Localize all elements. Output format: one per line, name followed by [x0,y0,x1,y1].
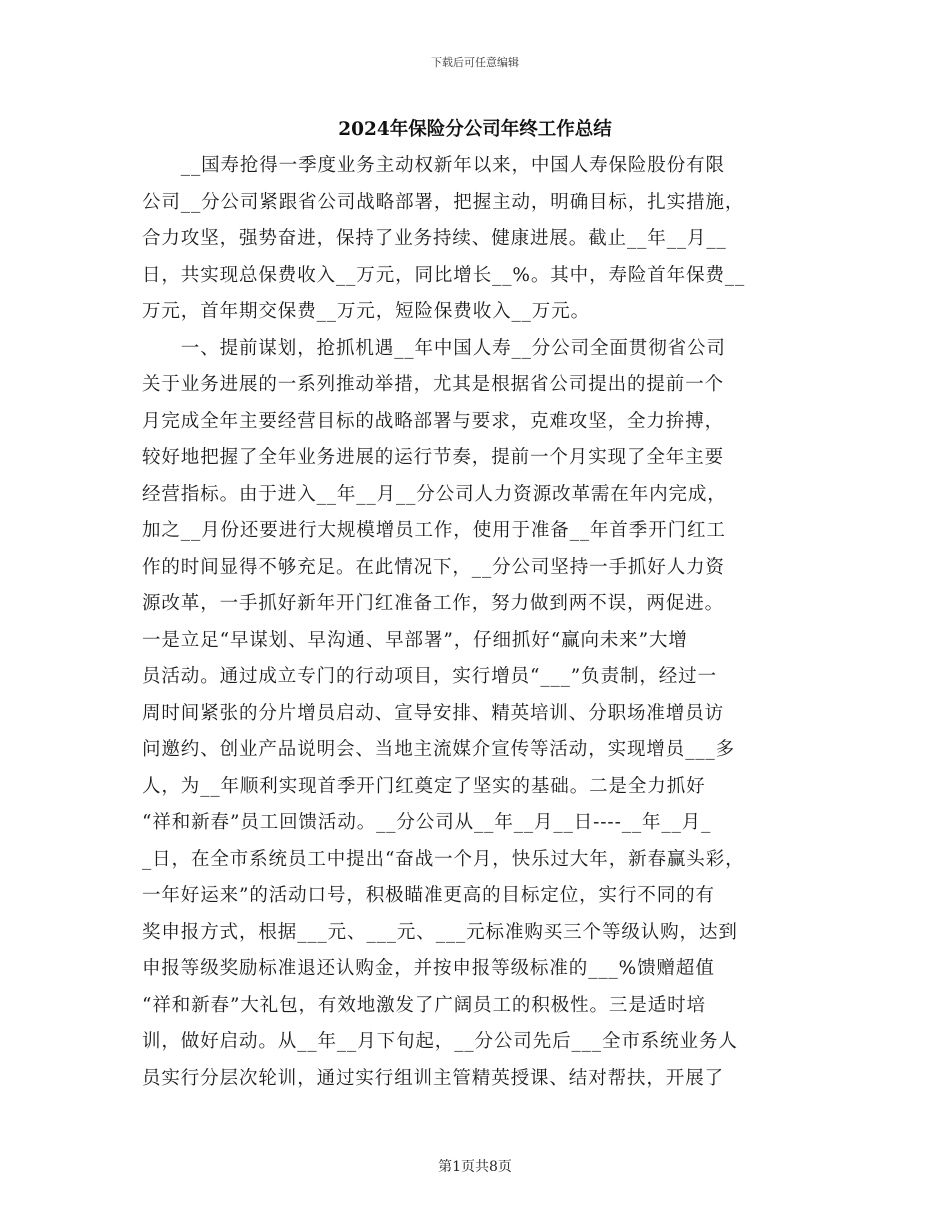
body-line: 员实行分层次轮训，通过实行组训主管精英授课、结对帮扶，开展了 [142,1067,725,1089]
body-line: “祥和新春”大礼包，有效地激发了广阔员工的积极性。三是适时培 [142,994,706,1016]
body-line: 月完成全年主要经营目标的战略部署与要求，克难攻坚，全力拚搏， [142,410,725,432]
body-line: “祥和新春”员工回馈活动。__分公司从__年__月__日----__年__月_ [142,812,712,833]
body-line: 加之__月份还要进行大规模增员工作，使用于准备__年首季开门红工 [142,520,726,541]
body-line: 员活动。通过成立专门的行动项目，实行增员“___”负责制，经过一 [142,666,717,687]
body-line: 申报等级奖励标准退还认购金，并按申报等级标准的___%馈赠超值 [142,958,715,979]
body-line: 训，做好启动。从__年__月下旬起，__分公司先后___全市系统业务人 [142,1031,738,1052]
body-line: 关于业务进展的一系列推动举措，尤其是根据省公司提出的提前一个 [142,374,725,395]
body-line: 一年好运来”的活动口号，积极瞄准更高的目标定位，实行不同的有 [142,885,715,906]
body-line: 问邀约、创业产品说明会、当地主流媒介宣传等活动，实现增员___多 [142,739,736,760]
body-line: 万元，首年期交保费__万元，短险保费收入__万元。 [142,301,591,322]
body-line: 周时间紧张的分片增员启动、宣导安排、精英培训、分职场准增员访 [142,702,725,724]
document-body [142,148,814,1097]
body-line: _日，在全市系统员工中提出“奋战一个月，快乐过大年，新春赢头彩， [142,848,745,870]
header-note: 下载后可任意编辑 [431,56,519,69]
body-line: 经营指标。由于进入__年__月__分公司人力资源改革需在年内完成， [142,483,727,505]
body-line: __国寿抢得一季度业务主动权新年以来，中国人寿保险股份有限 [142,155,725,176]
body-line: 日，共实现总保费收入__万元，同比增长__%。其中，寿险首年保费__ [142,264,746,286]
body-line: 一是立足“早谋划、早沟通、早部署”，仔细抓好“赢向未来”大增 [142,629,688,651]
body-line: 作的时间显得不够充足。在此情况下，__分公司坚持一手抓好人力资 [142,556,725,578]
body-line: 较好地把握了全年业务进展的运行节奏，提前一个月实现了全年主要 [142,447,725,468]
body-line: 一、提前谋划，抢抓机遇__年中国人寿__分公司全面贯彻省公司 [142,337,726,359]
body-line: 合力攻坚，强势奋进，保持了业务持续、健康进展。截止__年__月__ [142,228,727,249]
body-line: 公司__分公司紧跟省公司战略部署，把握主动，明确目标，扎实措施， [142,191,745,213]
body-line: 人，为__年顺利实现首季开门红奠定了坚实的基础。二是全力抓好 [142,775,706,797]
body-line: 奖申报方式，根据___元、___元、___元标准购买三个等级认购，达到 [142,921,738,943]
body-line: 源改革，一手抓好新年开门红准备工作，努力做到两不误，两促进。 [142,593,725,614]
document-title: 2024年保险分公司年终工作总结 [338,119,612,140]
page-footer: 第1页共8页 [438,1159,512,1175]
